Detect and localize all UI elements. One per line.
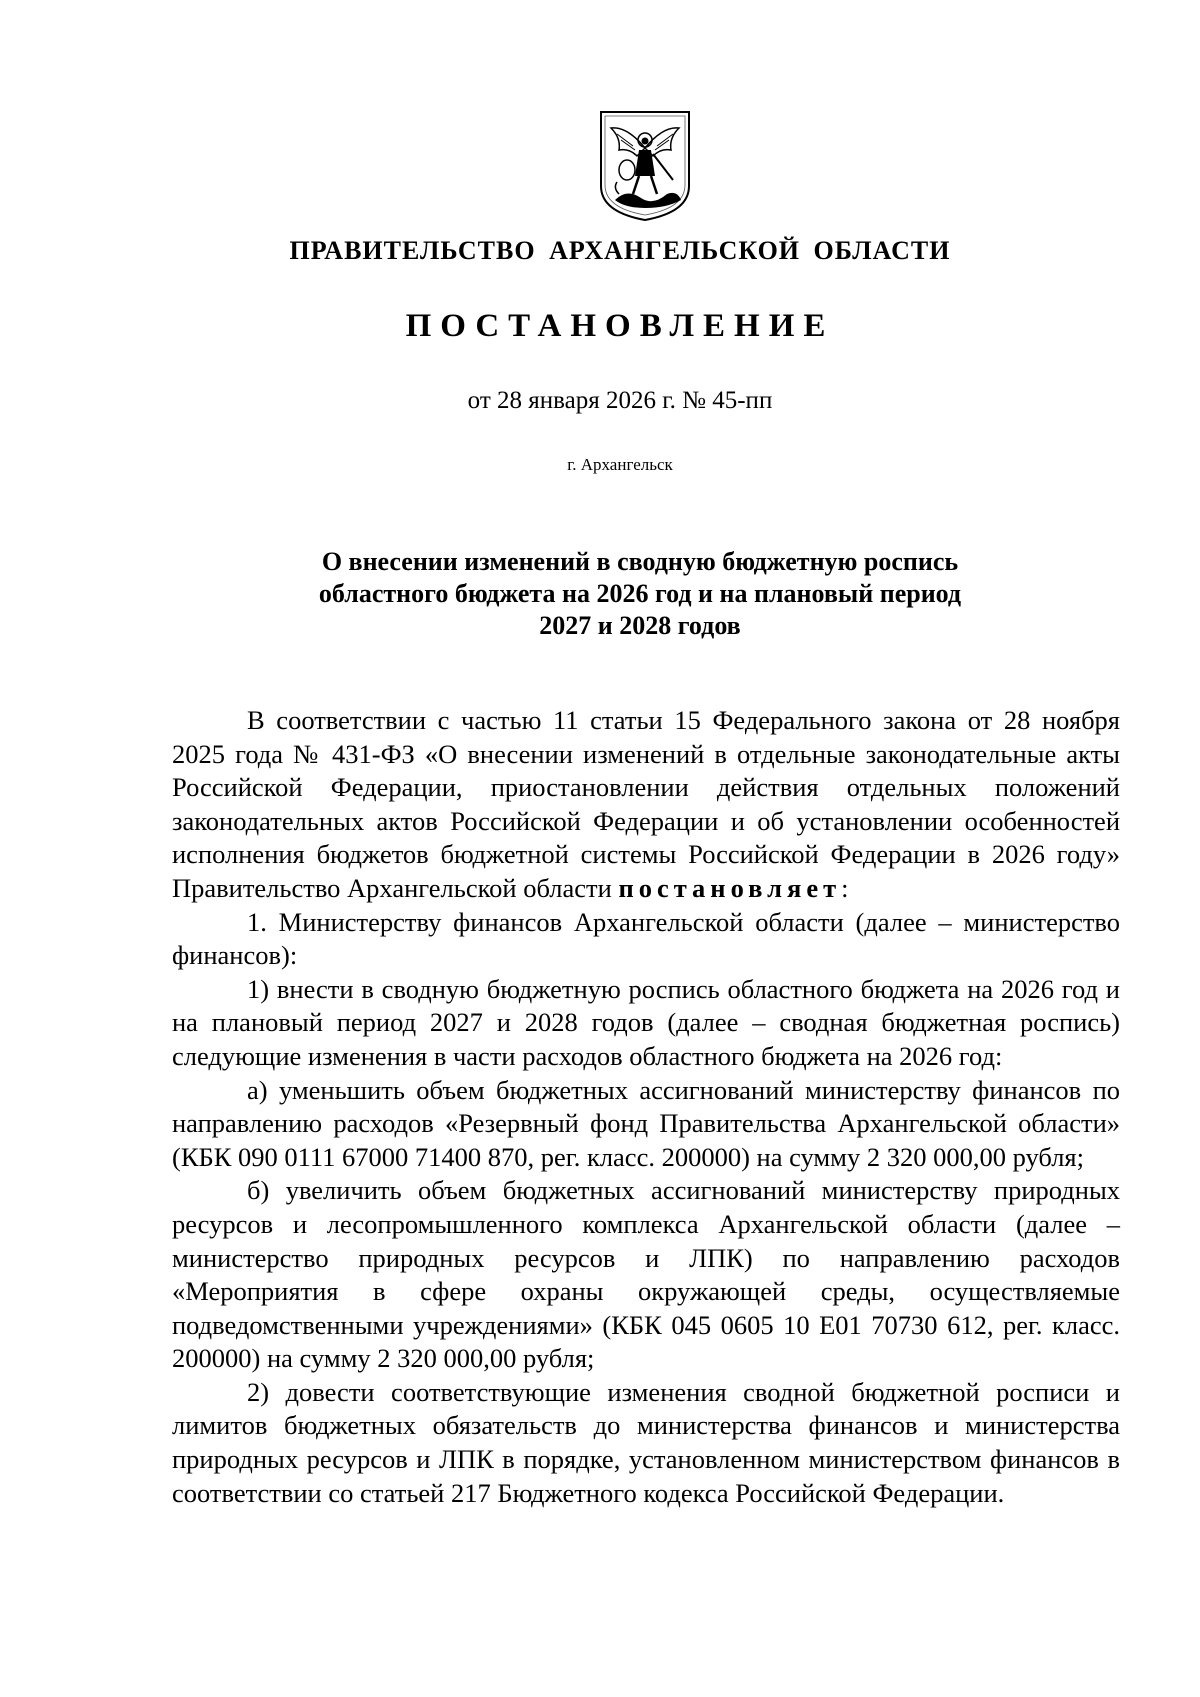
paragraph-preamble (172, 704, 1120, 906)
document-title (200, 546, 1080, 642)
document-city: г. Архангельск (567, 455, 673, 474)
paragraph-item-1: 1. Министерству финансов Архангельской области (далее – министерство финансов): (172, 906, 1120, 971)
resolution-keyword: постановляет (618, 872, 842, 903)
organization-name: ПРАВИТЕЛЬСТВО АРХАНГЕЛЬСКОЙ ОБЛАСТИ (289, 236, 951, 265)
paragraph-item-1-2: 2) довести соответствующие изменения сводной бюджетной росписи и лимитов бюджетных обязательств до министерства финансов и министерства природных ресурсов и ЛПК в порядке, установленном министерством финансов в соответствии со статьей 217 Бюджетного кодекса Российской Федерации. (172, 1376, 1120, 1508)
paragraph-item-1-1-b: б) увеличить объем бюджетных ассигнований министерству природных ресурсов и лесопромышленного комплекса Архангельской области (далее – министерство природных ресурсов и ЛПК) по направлению расходов «Мероприятия в сфере охраны окружающей среды, осуществляемые подведомственными учреждениями» (КБК 045 0605 10 Е01 70730 612, рег. класс. 200000) на сумму 2 320 000,00 рубля; (172, 1175, 1120, 1374)
title-line-3: 2027 и 2028 годов (539, 611, 741, 640)
paragraph-item-1-1-a: а) уменьшить объем бюджетных ассигнований министерству финансов по направлению расходов «Резервный фонд Правительства Архангельской области» (КБК 090 0111 67000 71400 870, рег. класс. 200000) на сумму 2 320 000,00 рубля; (172, 1074, 1120, 1172)
preamble-end: : (841, 872, 849, 903)
paragraph-item-1-1: 1) внести в сводную бюджетную роспись областного бюджета на 2026 год и на плановый период 2027 и 2028 годов (далее – сводная бюджетная роспись) следующие изменения в части расходов областного бюджета на 2026 год: (172, 973, 1120, 1071)
document-type: ПОСТАНОВЛЕНИЕ (405, 308, 835, 344)
preamble-text: В соответствии с частью 11 статьи 15 Федерального закона от 28 ноября 2025 года № 431-ФЗ «О внесении изменений в отдельные законодательные акты Российской Федерации, приостановлении действия отдельных положений законодательных актов Российской Федерации и об установлении особенностей исполнения бюджетов бюджетной системы Российской Федерации в 2026 году» Правительство Архангельской области (172, 705, 1120, 903)
title-line-1: О внесении изменений в сводную бюджетную роспись (321, 547, 959, 576)
document-body (172, 704, 1120, 1510)
document-date-number: от 28 января 2026 г. № 45-пп (467, 387, 773, 414)
title-line-2: областного бюджета на 2026 год и на плановый период (318, 579, 962, 608)
coat-of-arms-icon (597, 108, 693, 224)
